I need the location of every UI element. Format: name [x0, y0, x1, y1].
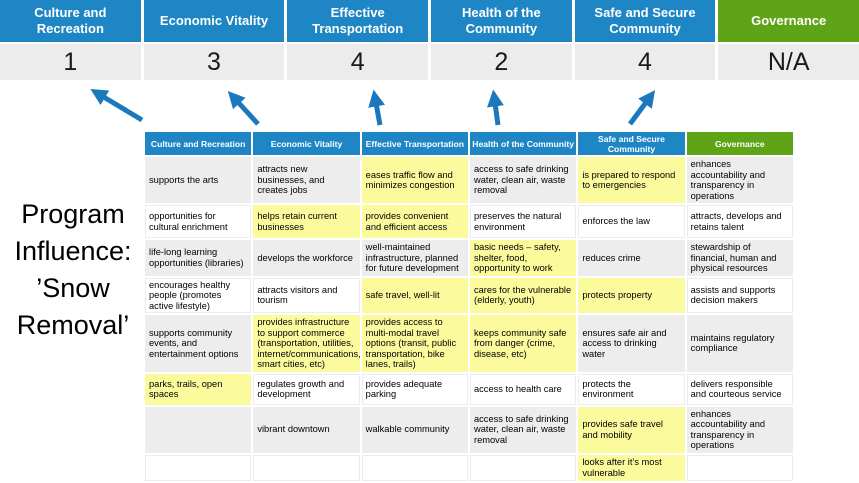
matrix-cell-r4c4: cares for the vulnerable (elderly, youth) — [470, 278, 576, 314]
matrix-cell-empty — [253, 455, 359, 481]
matrix-cell-empty — [145, 455, 251, 481]
matrix-cell-r5c2: provides infrastructure to support commerce (transportation, utilities, internet/communications, smart cities, etc) — [253, 315, 359, 372]
score-culture-and-recreation: 1 — [0, 44, 141, 80]
matrix-cell-r3c3: well-maintained infrastructure, planned for future development — [362, 240, 468, 276]
matrix-cell-r3c6: stewardship of financial, human and physical resources — [687, 240, 793, 276]
matrix-row-2 — [145, 205, 793, 238]
influence-arrows — [0, 82, 859, 134]
matrix-cell-r5c6: maintains regulatory compliance — [687, 315, 793, 372]
score-health-of-the-community: 2 — [431, 44, 572, 80]
matrix-cell-empty — [362, 455, 468, 481]
score-governance: N/A — [718, 44, 859, 80]
program-title-line: Removal’ — [16, 310, 130, 340]
matrix-row-5 — [145, 315, 793, 372]
matrix-cell-r2c6: attracts, develops and retains talent — [687, 205, 793, 238]
matrix-cell-r2c2: helps retain current businesses — [253, 205, 359, 238]
score-economic-vitality: 3 — [144, 44, 285, 80]
matrix-cell-r6c4: access to health care — [470, 374, 576, 405]
matrix-cell-r4c6: assists and supports decision makers — [687, 278, 793, 314]
program-title-line: Influence: — [14, 236, 132, 266]
matrix-header-health-of-the-community: Health of the Community — [470, 132, 576, 155]
matrix-cell-r3c4: basic needs – safety, shelter, food, opportunity to work — [470, 240, 576, 276]
matrix-cell-empty — [145, 407, 251, 453]
score-effective-transportation: 4 — [287, 44, 428, 80]
matrix-cell-r1c3: eases traffic flow and minimizes congestion — [362, 157, 468, 203]
arrow-up-icon — [376, 103, 380, 125]
score-safe-and-secure-community: 4 — [575, 44, 716, 80]
program-title-line: ’Snow — [36, 273, 110, 303]
matrix-header-culture-and-recreation: Culture and Recreation — [145, 132, 251, 155]
matrix-cell-r8c5: looks after it’s most vulnerable — [578, 455, 684, 481]
matrix-cell-empty — [470, 455, 576, 481]
arrow-up-icon — [237, 101, 258, 124]
matrix-row-1 — [145, 157, 793, 203]
program-matrix — [143, 130, 795, 483]
matrix-cell-r2c5: enforces the law — [578, 205, 684, 238]
matrix-cell-r6c5: protects the environment — [578, 374, 684, 405]
matrix-cell-r3c2: develops the workforce — [253, 240, 359, 276]
banner-header-safe-and-secure-community: Safe and Secure Community — [575, 0, 716, 42]
priority-banner — [0, 0, 859, 80]
matrix-cell-r6c6: delivers responsible and courteous service — [687, 374, 793, 405]
matrix-row-4 — [145, 278, 793, 314]
banner-header-effective-transportation: Effective Transportation — [287, 0, 428, 42]
matrix-cell-r3c5: reduces crime — [578, 240, 684, 276]
matrix-header-row — [145, 132, 793, 155]
matrix-cell-r6c3: provides adequate parking — [362, 374, 468, 405]
arrow-up-icon — [102, 96, 142, 120]
matrix-cell-r7c4: access to safe drinking water, clean air, waste removal — [470, 407, 576, 453]
matrix-cell-r1c1: supports the arts — [145, 157, 251, 203]
matrix-header-governance: Governance — [687, 132, 793, 155]
matrix-cell-empty — [687, 455, 793, 481]
matrix-cell-r7c5: provides safe travel and mobility — [578, 407, 684, 453]
program-matrix-table — [143, 130, 795, 483]
matrix-header-safe-and-secure-community: Safe and Secure Community — [578, 132, 684, 155]
banner-header-economic-vitality: Economic Vitality — [144, 0, 285, 42]
matrix-header-economic-vitality: Economic Vitality — [253, 132, 359, 155]
matrix-cell-r5c4: keeps community safe from danger (crime, disease, etc) — [470, 315, 576, 372]
matrix-cell-r5c5: ensures safe air and access to drinking water — [578, 315, 684, 372]
matrix-cell-r3c1: life-long learning opportunities (libraries) — [145, 240, 251, 276]
matrix-cell-r1c2: attracts new businesses, and creates jobs — [253, 157, 359, 203]
matrix-cell-r7c3: walkable community — [362, 407, 468, 453]
arrow-up-icon — [495, 103, 498, 125]
arrow-up-icon — [630, 101, 647, 124]
matrix-cell-r5c3: provides access to multi-modal travel options (transit, public transportation, bike lanes, trails) — [362, 315, 468, 372]
matrix-cell-r6c1: parks, trails, open spaces — [145, 374, 251, 405]
matrix-cell-r6c2: regulates growth and development — [253, 374, 359, 405]
banner-header-health-of-the-community: Health of the Community — [431, 0, 572, 42]
matrix-row-6 — [145, 374, 793, 405]
matrix-row-7 — [145, 407, 793, 453]
matrix-cell-r7c2: vibrant downtown — [253, 407, 359, 453]
matrix-cell-r2c3: provides convenient and efficient access — [362, 205, 468, 238]
matrix-cell-r4c3: safe travel, well-lit — [362, 278, 468, 314]
program-title — [0, 196, 146, 344]
matrix-cell-r4c5: protects property — [578, 278, 684, 314]
banner-header-culture-and-recreation: Culture and Recreation — [0, 0, 141, 42]
matrix-cell-r1c4: access to safe drinking water, clean air, waste removal — [470, 157, 576, 203]
matrix-row-3 — [145, 240, 793, 276]
matrix-cell-r4c2: attracts visitors and tourism — [253, 278, 359, 314]
matrix-row-8 — [145, 455, 793, 481]
banner-header-governance: Governance — [718, 0, 859, 42]
matrix-cell-r2c1: opportunities for cultural enrichment — [145, 205, 251, 238]
matrix-cell-r1c5: is prepared to respond to emergencies — [578, 157, 684, 203]
matrix-cell-r2c4: preserves the natural environment — [470, 205, 576, 238]
matrix-cell-r1c6: enhances accountability and transparency in operations — [687, 157, 793, 203]
matrix-cell-r7c6: enhances accountability and transparency in operations — [687, 407, 793, 453]
program-title-line: Program — [21, 199, 125, 229]
matrix-cell-r4c1: encourages healthy people (promotes active lifestyle) — [145, 278, 251, 314]
matrix-cell-r5c1: supports community events, and entertainment options — [145, 315, 251, 372]
matrix-header-effective-transportation: Effective Transportation — [362, 132, 468, 155]
